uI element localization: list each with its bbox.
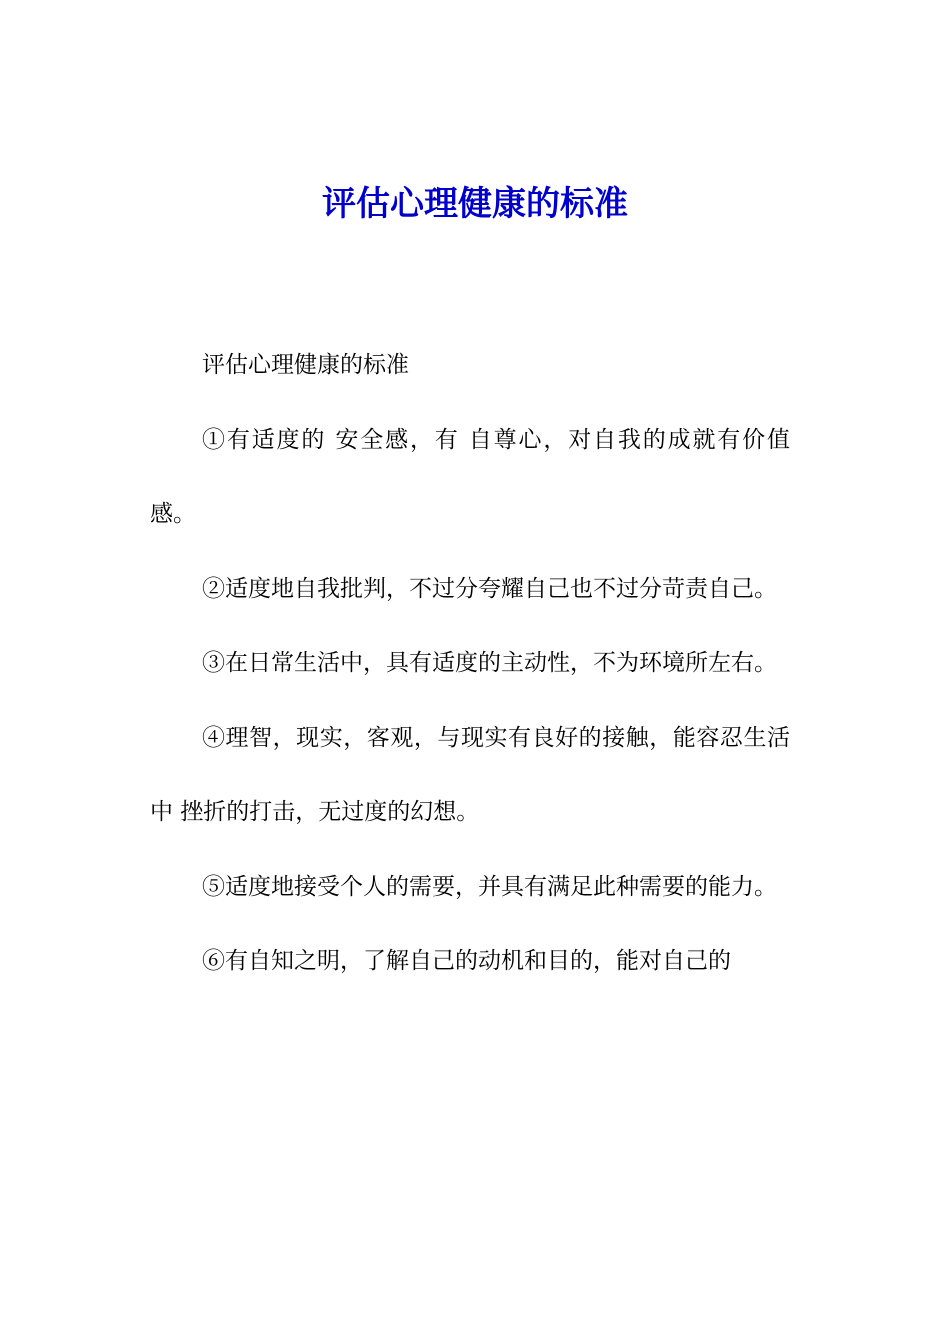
paragraph-item-6: ⑥有自知之明，了解自己的动机和目的，能对自己的 [202,948,731,974]
paragraph-item-3: ③在日常生活中，具有适度的主动性，不为环境所左右。 [202,650,777,676]
paragraph-subtitle: 评估心理健康的标准 [202,352,409,378]
paragraph-item-4: ④理智，现实，客观，与现实有良好的接触，能容忍生活中 挫折的打击，无过度的幻想。 [150,724,790,825]
document-title: 评估心理健康的标准 [322,184,628,224]
paragraph-item-5: ⑤适度地接受个人的需要，并具有满足此种需要的能力。 [202,873,777,900]
paragraph-item-1: ①有适度的 安全感，有 自尊心，对自我的成就有价值感。 [150,426,790,527]
paragraph-item-2: ②适度地自我批判，不过分夸耀自己也不过分苛责自己。 [202,575,777,602]
document-body [150,328,790,999]
